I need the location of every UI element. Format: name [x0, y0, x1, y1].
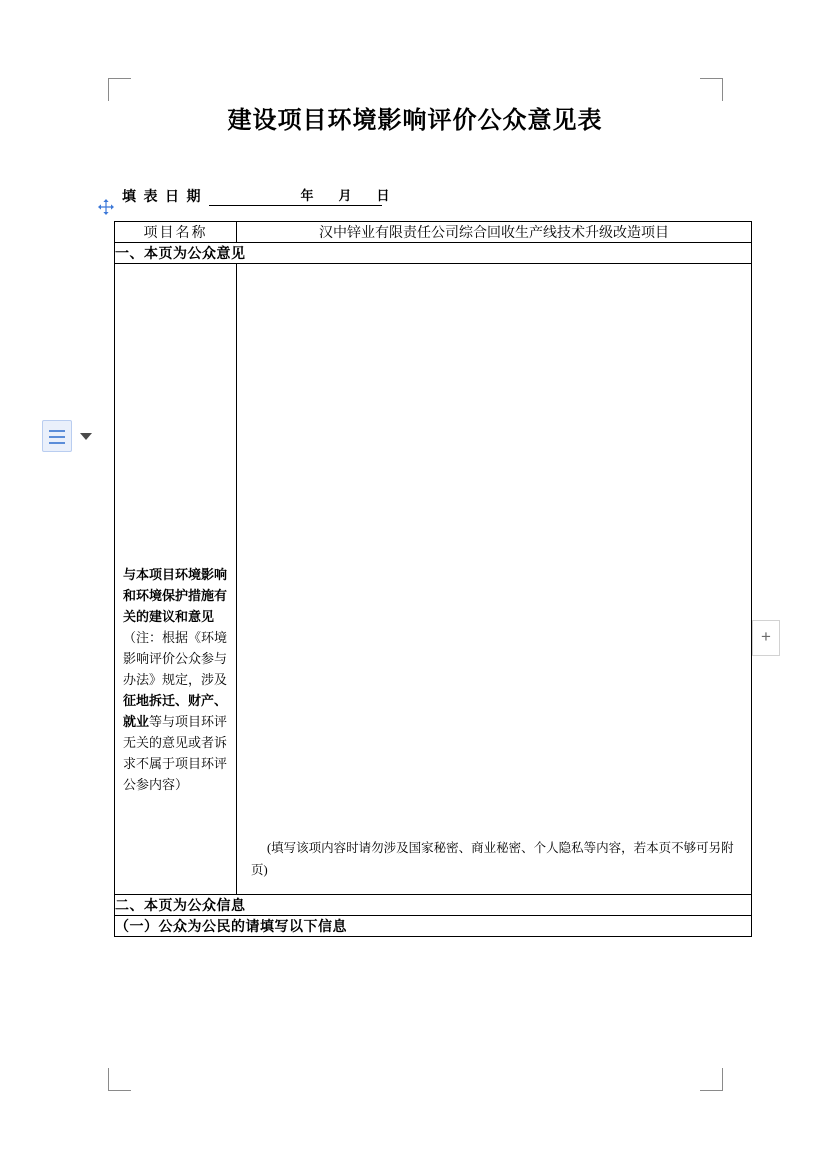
opinion-label-bold-mid: 征地拆迁、财产、就业 [123, 693, 228, 730]
opinion-privacy-note: (填写该项内容时请勿涉及国家秘密、商业秘密、个人隐私等内容，若本页不够可另附页) [251, 841, 734, 878]
opinion-label-bold-lead: 与本项目环境影响和环境保护措施有关的建议和意见 [123, 567, 228, 625]
crop-mark-bottom-right [700, 1068, 723, 1091]
table-row-section-two [115, 895, 752, 916]
crop-mark-top-left [108, 78, 131, 101]
project-name-value[interactable]: 汉中锌业有限责任公司综合回收生产线技术升级改造项目 [237, 222, 752, 243]
opinion-input-area[interactable] [237, 264, 752, 895]
move-handle-icon[interactable] [96, 198, 116, 218]
section-two-subheading: （一）公众为公民的请填写以下信息 [115, 916, 752, 937]
opinion-form-table [114, 221, 752, 937]
page-title: 建设项目环境影响评价公众意见表 [227, 108, 603, 134]
table-row-project-name [115, 222, 752, 243]
table-row-section-one [115, 243, 752, 264]
add-row-button[interactable]: + [752, 620, 780, 656]
document-icon[interactable] [42, 420, 72, 452]
crop-mark-top-right [700, 78, 723, 101]
crop-mark-bottom-left [108, 1068, 131, 1091]
project-name-label: 项目名称 [115, 222, 237, 243]
table-row-opinion [115, 264, 752, 895]
day-unit: 日 [376, 188, 390, 203]
section-two-heading: 二、本页为公众信息 [115, 895, 752, 916]
opinion-label-cell [115, 264, 237, 895]
document-chip[interactable] [42, 420, 92, 452]
opinion-label-note-close: 等与项目环评无关的意见或者诉求不属于项目环评公参内容） [123, 714, 228, 793]
month-unit: 月 [338, 188, 352, 203]
section-one-heading: 一、本页为公众意见 [115, 243, 752, 264]
fill-date-line [122, 186, 390, 206]
chevron-down-icon[interactable] [80, 433, 92, 440]
year-unit: 年 [300, 188, 314, 203]
table-row-section-two-sub [115, 916, 752, 937]
fill-date-label: 填 表 日 期 [122, 190, 203, 205]
fill-date-blank[interactable] [209, 186, 390, 206]
opinion-label-note-open: （注：根据《环境影响评价公众参与办法》规定，涉及 [123, 630, 228, 688]
